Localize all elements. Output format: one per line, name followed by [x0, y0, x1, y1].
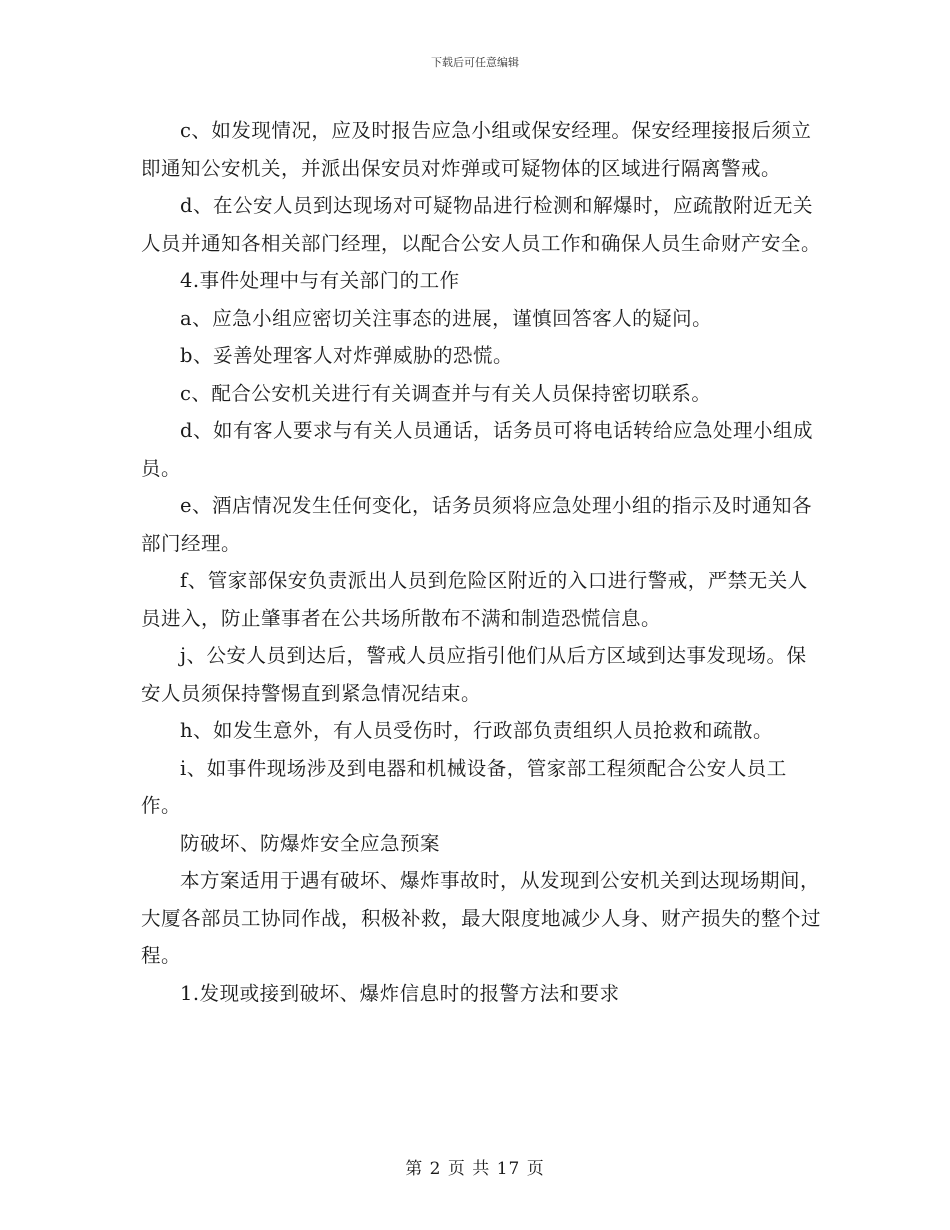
- page-footer: 第 2 页 共 17 页: [405, 1159, 545, 1179]
- paragraph-i: i、如事件现场涉及到电器和机械设备，管家部工程须配合公安人员工作。: [141, 756, 787, 817]
- page-header: 下载后可任意编辑: [431, 56, 519, 69]
- paragraph-j: j、公安人员到达后，警戒人员应指引他们从后方区域到达事发现场。保安人员须保持警惕直到紧急情况结束。: [141, 644, 807, 705]
- paragraph-c-report: c、如发现情况，应及时报告应急小组或保安经理。保安经理接报后须立即通知公安机关，并派出保安员对炸弹或可疑物体的区域进行隔离警戒。: [141, 119, 812, 180]
- paragraph-e: e、酒店情况发生任何变化，话务员须将应急处理小组的指示及时通知各部门经理。: [141, 494, 813, 555]
- paragraph-c: c、配合公安机关进行有关调查并与有关人员保持密切联系。: [180, 381, 712, 405]
- section-title: 防破坏、防爆炸安全应急预案: [180, 831, 441, 855]
- document-body: [141, 112, 821, 1012]
- paragraph-b: b、妥善处理客人对炸弹威胁的恐慌。: [180, 344, 513, 367]
- paragraph-d-evacuate: d、在公安人员到达现场对可疑物品进行检测和解爆时，应疏散附近无关人员并通知各相关部门经理，以配合公安人员工作和确保人员生命财产安全。: [141, 194, 822, 255]
- section-heading-4: 4.事件处理中与有关部门的工作: [180, 269, 460, 292]
- paragraph-d: d、如有客人要求与有关人员通话，话务员可将电话转给应急处理小组成员。: [141, 419, 813, 480]
- section-heading-1: 1.发现或接到破坏、爆炸信息时的报警方法和要求: [180, 981, 620, 1005]
- paragraph-a: a、应急小组应密切关注事态的进展，谨慎回答客人的疑问。: [180, 306, 713, 330]
- paragraph-scope: 本方案适用于遇有破坏、爆炸事故时，从发现到公安机关到达现场期间，大厦各部员工协同作战，积极补救，最大限度地减少人身、财产损失的整个过程。: [141, 869, 822, 967]
- paragraph-h: h、如发生意外，有人员受伤时，行政部负责组织人员抢救和疏散。: [180, 719, 774, 742]
- paragraph-f: f、管家部保安负责派出人员到危险区附近的入口进行警戒，严禁无关人员进入，防止肇事者在公共场所散布不满和制造恐慌信息。: [141, 569, 808, 630]
